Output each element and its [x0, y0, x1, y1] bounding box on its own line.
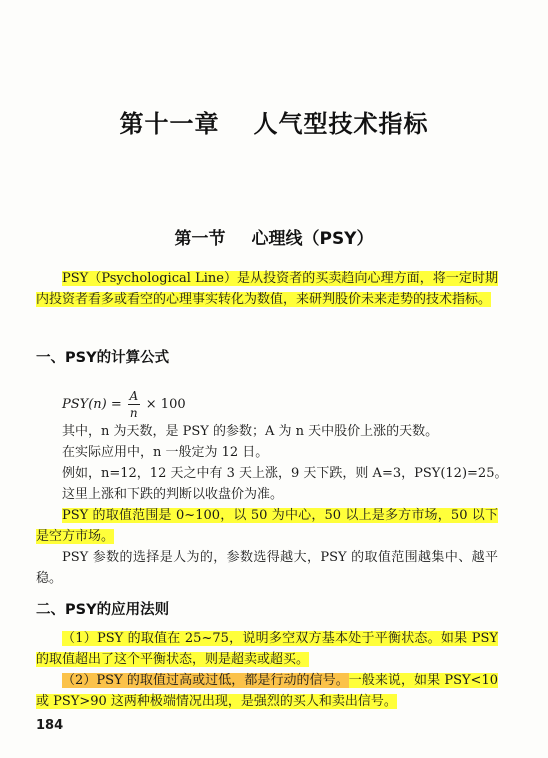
rule-2-text-b: 一般来说，如果 PSY<10 或 PSY>90 这两种极端情况出现，是强烈的买人和卖出信号。 — [36, 673, 498, 709]
heading-rules: 二、PSY的应用法则 — [36, 602, 170, 618]
fraction-bar — [128, 404, 140, 405]
param-paragraph: PSY 参数的选择是人为的，参数选得越大，PSY 的取值范围越集中、越平稳。 — [36, 550, 498, 586]
chapter-name: 人气型技术指标 — [253, 109, 429, 138]
formula-fraction — [128, 389, 140, 420]
section-name: 心理线（PSY） — [251, 229, 374, 249]
rule-1 — [36, 628, 498, 670]
text-line: 例如，n=12，12 天之中有 3 天上涨，9 天下跌，则 A=3，PSY(12)=25。 — [62, 466, 508, 481]
psy-formula — [62, 384, 186, 424]
section-number: 第一节 — [174, 229, 226, 249]
formula-numerator: A — [129, 388, 139, 403]
text-line: 其中，n 为天数，是 PSY 的参数；A 为 n 天中股价上涨的天数。 — [62, 424, 439, 439]
rule-2-text-a: （2）PSY 的取值过高或过低，都是行动的信号。 — [62, 673, 349, 688]
rule-2 — [36, 670, 498, 712]
text-line: 在实际应用中，n 一般定为 12 日。 — [62, 445, 269, 460]
formula-rhs: × 100 — [145, 396, 186, 412]
intro-text: PSY（Psychological Line）是从投资者的买卖趋向心理方面，将一定时期内投资者看多或看空的心理事实转化为数值，来研判股价未来走势的技术指标。 — [36, 271, 498, 307]
range-paragraph — [36, 505, 498, 547]
heading-formula: 一、PSY的计算公式 — [36, 350, 170, 366]
formula-denominator: n — [129, 405, 138, 420]
page-number: 184 — [36, 718, 64, 733]
rule-1-text: （1）PSY 的取值在 25~75，说明多空双方基本处于平衡状态。如果 PSY 的取值超出了这个平衡状态，则是超卖或超买。 — [36, 631, 498, 667]
chapter-number: 第十一章 — [119, 109, 220, 138]
chapter-title — [0, 104, 548, 139]
text-line: 这里上涨和下跌的判断以收盘价为准。 — [62, 487, 284, 502]
intro-paragraph — [36, 268, 498, 310]
range-text: PSY 的取值范围是 0~100，以 50 为中心，50 以上是多方市场，50 以下是空方市场。 — [36, 508, 498, 544]
section-title — [0, 224, 548, 249]
formula-lhs: PSY(n) = — [62, 396, 122, 412]
